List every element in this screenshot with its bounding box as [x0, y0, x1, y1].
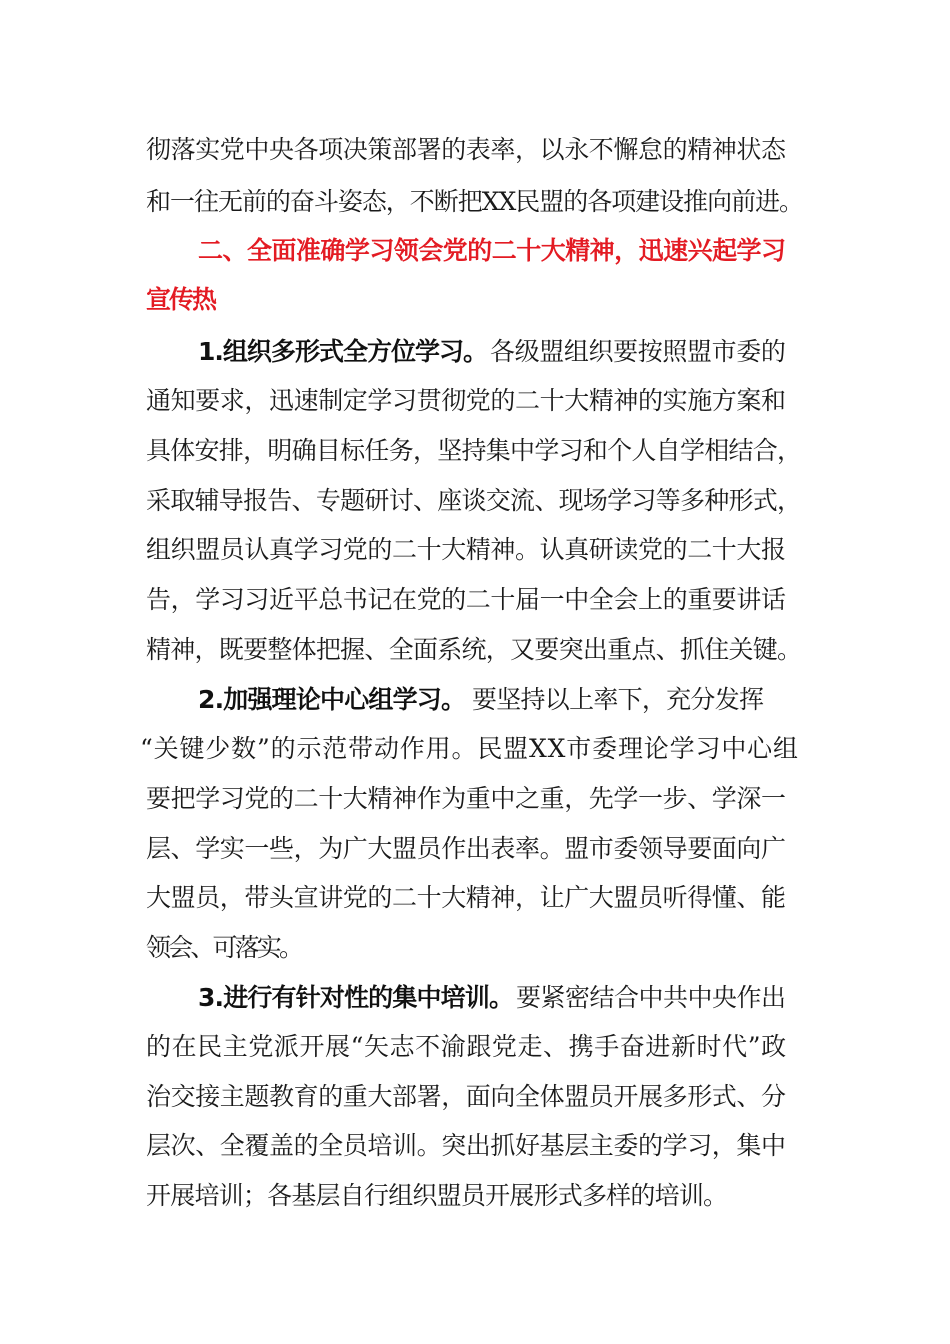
paragraph-line [0, 381, 950, 421]
paragraph-line [0, 130, 950, 170]
paragraph-line [0, 431, 950, 471]
text-line: 采取辅导报告、专题研讨、座谈交流、现场学习等多种形式， [146, 486, 802, 515]
item-heading-line [0, 978, 950, 1018]
section-heading [0, 231, 950, 271]
text-line: 大盟员，带头宣讲党的二十大精神，让广大盟员听得懂、能 [146, 883, 786, 912]
section-heading-line: 宣传热 [146, 285, 215, 314]
paragraph-line [0, 829, 950, 869]
item-heading-line [0, 680, 950, 720]
paragraph-line [0, 1126, 950, 1166]
text-line: 层次、全覆盖的全员培训。突出抓好基层主委的学习，集中 [146, 1131, 786, 1160]
item-title: 3.进行有针对性的集中培训。 [198, 983, 514, 1012]
paragraph-line [0, 481, 950, 521]
text-line: 通知要求，迅速制定学习贯彻党的二十大精神的实施方案和 [146, 386, 786, 415]
text-line: 治交接主题教育的重大部署，面向全体盟员开展多形式、分 [146, 1082, 786, 1111]
text-line: 精神，既要整体把握、全面系统，又要突出重点、抓住关键。 [146, 635, 802, 664]
text-line: 具体安排，明确目标任务，坚持集中学习和个人自学相结合， [146, 436, 802, 465]
text-line: 要把学习党的二十大精神作为重中之重，先学一步、学深一 [146, 784, 786, 813]
text-line: 彻落实党中央各项决策部署的表率，以永不懈怠的精神状态 [146, 135, 786, 164]
text-line: 层、学实一些，为广大盟员作出表率。盟市委领导要面向广 [146, 834, 786, 863]
text-line: 要紧密结合中共中央作出 [516, 983, 786, 1012]
item-heading-line [0, 332, 950, 372]
item-title: 2.加强理论中心组学习。 [198, 685, 466, 714]
paragraph-line [0, 1027, 950, 1067]
section-heading [0, 280, 950, 320]
paragraph-line [0, 779, 950, 819]
text-line: 要坚持以上率下，充分发挥 [472, 685, 764, 714]
paragraph-line [0, 182, 950, 222]
paragraph-line [0, 530, 950, 570]
paragraph-line [0, 878, 950, 918]
text-line: 和一往无前的奋斗姿态，不断把XX民盟的各项建设推向前进。 [146, 187, 804, 216]
text-line: 领会、可落实。 [146, 933, 302, 962]
text-line: 各级盟组织要按照盟市委的 [490, 337, 786, 366]
section-heading-line: 二、全面准确学习领会党的二十大精神，迅速兴起学习 [198, 236, 786, 265]
text-line: 告，学习习近平总书记在党的二十届一中全会上的重要讲话 [146, 585, 786, 614]
paragraph-line [0, 928, 950, 968]
text-line: 的在民主党派开展“矢志不渝跟党走、携手奋进新时代”政 [146, 1032, 787, 1061]
paragraph-line [0, 1077, 950, 1117]
paragraph-line [0, 729, 950, 769]
text-line: 开展培训；各基层自行组织盟员开展形式多样的培训。 [146, 1181, 728, 1210]
paragraph-line [0, 580, 950, 620]
text-line: 组织盟员认真学习党的二十大精神。认真研读党的二十大报 [146, 535, 786, 564]
text-line: “关键少数”的示范带动作用。民盟XX市委理论学习中心组 [140, 734, 799, 763]
paragraph-line [0, 630, 950, 670]
item-title: 1.组织多形式全方位学习。 [198, 337, 488, 366]
paragraph-line [0, 1176, 950, 1216]
